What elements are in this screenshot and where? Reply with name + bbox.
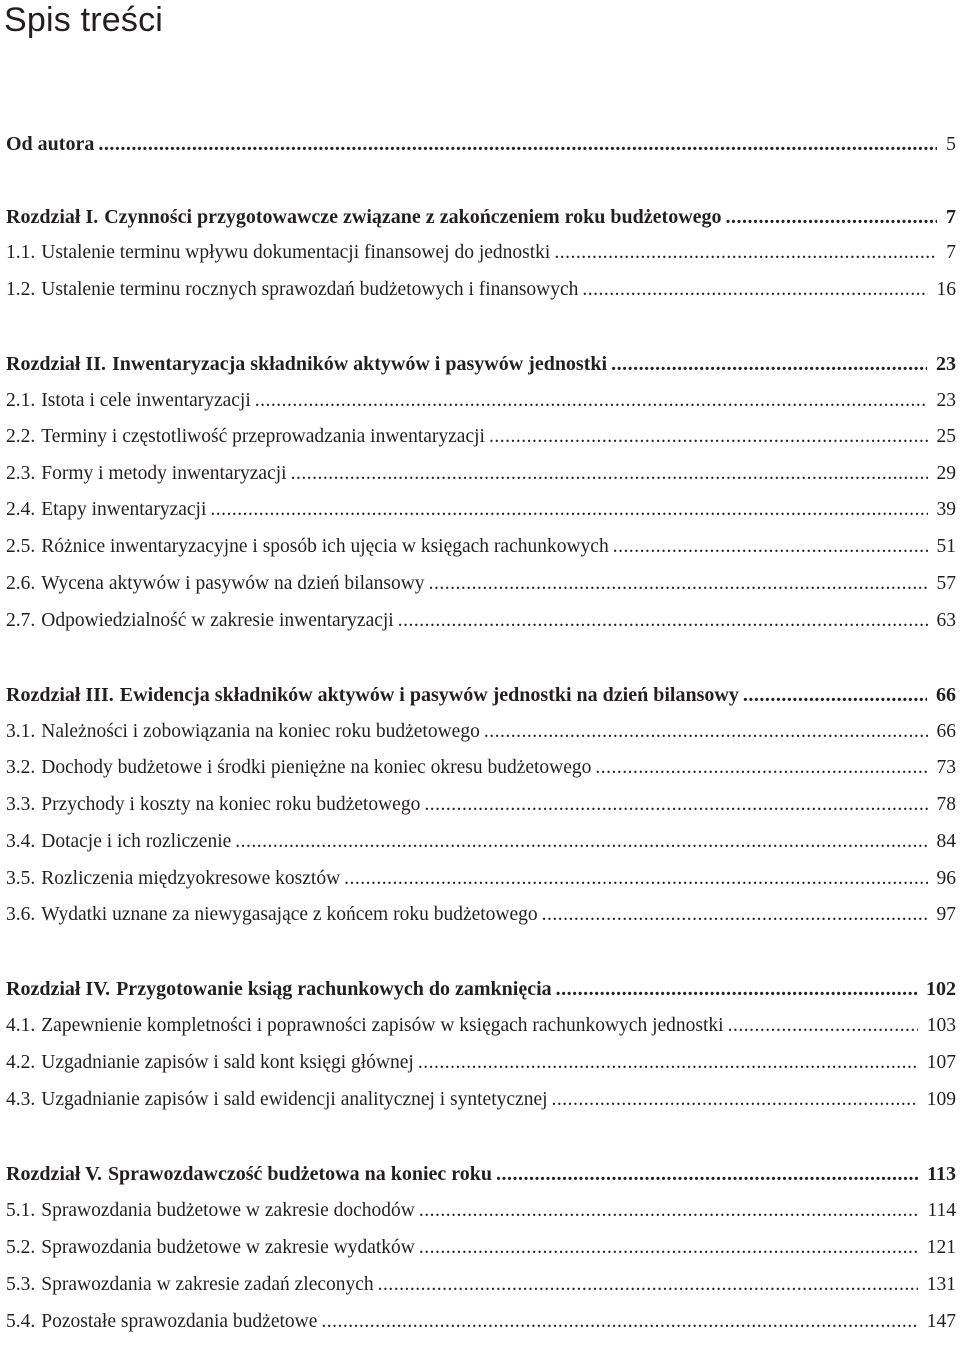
entry-title: Wycena aktywów i pasywów na dzień bilansowy bbox=[41, 573, 425, 594]
entry-number: 2.5. bbox=[6, 536, 36, 557]
page-number: 5 bbox=[946, 133, 956, 155]
entry-number: 2.4. bbox=[6, 499, 36, 520]
toc-section-entry[interactable] bbox=[6, 534, 956, 560]
entry-title: Uzgadnianie zapisów i sald kont księgi głównej bbox=[41, 1052, 414, 1073]
toc-section-entry[interactable] bbox=[6, 1013, 956, 1039]
toc-section-entry[interactable] bbox=[6, 240, 956, 266]
entry-title: Terminy i częstotliwość przeprowadzania inwentaryzacji bbox=[41, 426, 485, 447]
entry-title: Odpowiedzialność w zakresie inwentaryzacji bbox=[41, 610, 394, 631]
entry-number: Rozdział IV. bbox=[6, 978, 111, 1000]
page-number: 73 bbox=[936, 757, 956, 778]
entry-title: Pozostałe sprawozdania budżetowe bbox=[41, 1311, 318, 1332]
toc-section-entry[interactable] bbox=[6, 608, 956, 634]
toc-section-entry[interactable] bbox=[6, 424, 956, 450]
dot-leader bbox=[398, 608, 928, 634]
entry-title: Przygotowanie ksiąg rachunkowych do zamknięcia bbox=[116, 978, 552, 1000]
entry-number: 4.1. bbox=[6, 1015, 36, 1036]
entry-number: 5.2. bbox=[6, 1237, 36, 1258]
dot-leader bbox=[235, 829, 927, 855]
page-number: 51 bbox=[936, 536, 956, 557]
dot-leader bbox=[726, 204, 937, 230]
toc-section-entry[interactable] bbox=[6, 277, 956, 303]
entry-number: 5.3. bbox=[6, 1274, 36, 1295]
page-number: 84 bbox=[936, 831, 956, 852]
entry-title: Sprawozdania budżetowe w zakresie dochodów bbox=[41, 1200, 415, 1221]
entry-title: Sprawozdania budżetowe w zakresie wydatków bbox=[41, 1237, 415, 1258]
page-number: 97 bbox=[936, 904, 956, 925]
entry-title: Dochody budżetowe i środki pieniężne na koniec okresu budżetowego bbox=[41, 757, 592, 778]
page-number: 63 bbox=[936, 610, 956, 631]
toc-chapter-entry[interactable] bbox=[6, 976, 956, 1002]
entry-number: 1.2. bbox=[6, 279, 36, 300]
dot-leader bbox=[496, 1161, 918, 1187]
entry-title: Ustalenie terminu rocznych sprawozdań budżetowych i finansowych bbox=[41, 279, 579, 300]
page-number: 103 bbox=[926, 1015, 956, 1036]
entry-title: Od autora bbox=[6, 133, 95, 155]
dot-leader bbox=[728, 1013, 918, 1039]
entry-number: 4.3. bbox=[6, 1089, 36, 1110]
entry-title: Sprawozdania w zakresie zadań zleconych bbox=[41, 1274, 374, 1295]
entry-title: Wydatki uznane za niewygasające z końcem roku budżetowego bbox=[41, 904, 538, 925]
page-number: 66 bbox=[936, 684, 956, 706]
dot-leader bbox=[611, 351, 927, 377]
page-number: 131 bbox=[926, 1274, 956, 1295]
dot-leader bbox=[489, 424, 928, 450]
page-number: 113 bbox=[927, 1163, 956, 1185]
dot-leader bbox=[98, 131, 937, 157]
page-number: 147 bbox=[926, 1311, 956, 1332]
page-number: 23 bbox=[936, 353, 956, 375]
toc-section-entry[interactable] bbox=[6, 755, 956, 781]
dot-leader bbox=[484, 719, 928, 745]
entry-title: Dotacje i ich rozliczenie bbox=[41, 831, 232, 852]
dot-leader bbox=[419, 1235, 918, 1261]
dot-leader bbox=[255, 388, 928, 414]
entry-number: 4.2. bbox=[6, 1052, 36, 1073]
entry-number: Rozdział I. bbox=[6, 206, 99, 228]
entry-number: 3.5. bbox=[6, 868, 36, 889]
toc-section-entry[interactable] bbox=[6, 902, 956, 928]
page-number: 23 bbox=[936, 390, 956, 411]
dot-leader bbox=[321, 1309, 917, 1335]
entry-title: Czynności przygotowawcze związane z zakończeniem roku budżetowego bbox=[104, 206, 722, 228]
dot-leader bbox=[556, 976, 917, 1002]
page-number: 25 bbox=[936, 426, 956, 447]
page-number: 16 bbox=[936, 279, 956, 300]
entry-number: Rozdział III. bbox=[6, 684, 114, 706]
toc-section-entry[interactable] bbox=[6, 1235, 956, 1261]
page-number: 7 bbox=[946, 242, 956, 263]
dot-leader bbox=[378, 1272, 918, 1298]
entry-number: 3.4. bbox=[6, 831, 36, 852]
entry-number: 5.1. bbox=[6, 1200, 36, 1221]
entry-title: Inwentaryzacja składników aktywów i pasywów jednostki bbox=[112, 353, 608, 375]
toc-section-entry[interactable] bbox=[6, 571, 956, 597]
entry-title: Formy i metody inwentaryzacji bbox=[41, 463, 287, 484]
page-number: 7 bbox=[946, 206, 956, 228]
toc-section-entry[interactable] bbox=[6, 461, 956, 487]
entry-number: 3.1. bbox=[6, 721, 36, 742]
dot-leader bbox=[613, 534, 928, 560]
toc-section-entry[interactable] bbox=[6, 866, 956, 892]
dot-leader bbox=[595, 755, 927, 781]
toc-chapter-entry[interactable] bbox=[6, 204, 956, 230]
entry-number: 2.2. bbox=[6, 426, 36, 447]
page-number: 96 bbox=[936, 868, 956, 889]
toc-chapter-entry[interactable] bbox=[6, 1161, 956, 1187]
entry-title: Istota i cele inwentaryzacji bbox=[41, 390, 251, 411]
toc-chapter-entry[interactable] bbox=[6, 351, 956, 377]
entry-title: Sprawozdawczość budżetowa na koniec roku bbox=[107, 1163, 493, 1185]
dot-leader bbox=[419, 1198, 919, 1224]
page-number: 102 bbox=[926, 978, 956, 1000]
dot-leader bbox=[210, 497, 927, 523]
toc-section-entry[interactable] bbox=[6, 388, 956, 414]
dot-leader bbox=[344, 866, 927, 892]
entry-number: 5.4. bbox=[6, 1311, 36, 1332]
page-number: 66 bbox=[936, 721, 956, 742]
entry-number: 1.1. bbox=[6, 242, 36, 263]
toc-chapter-entry[interactable] bbox=[6, 682, 956, 708]
page-number: 29 bbox=[936, 463, 956, 484]
entry-title: Przychody i koszty na koniec roku budżetowego bbox=[41, 794, 421, 815]
dot-leader bbox=[743, 682, 927, 708]
entry-title: Należności i zobowiązania na koniec roku budżetowego bbox=[41, 721, 480, 742]
page-number: 121 bbox=[926, 1237, 956, 1258]
dot-leader bbox=[582, 277, 927, 303]
entry-title: Etapy inwentaryzacji bbox=[41, 499, 207, 520]
entry-number: Rozdział II. bbox=[6, 353, 106, 375]
entry-title: Rozliczenia międzyokresowe kosztów bbox=[41, 868, 341, 889]
entry-title: Uzgadnianie zapisów i sald ewidencji analitycznej i syntetycznej bbox=[41, 1089, 548, 1110]
page-number: 78 bbox=[936, 794, 956, 815]
entry-title: Różnice inwentaryzacyjne i sposób ich ujęcia w księgach rachunkowych bbox=[41, 536, 609, 557]
entry-number: 2.1. bbox=[6, 390, 36, 411]
page-number: 57 bbox=[936, 573, 956, 594]
entry-title: Zapewnienie kompletności i poprawności zapisów w księgach rachunkowych jednostki bbox=[41, 1015, 724, 1036]
entry-number: 2.7. bbox=[6, 610, 36, 631]
entry-number: 3.6. bbox=[6, 904, 36, 925]
dot-leader bbox=[554, 240, 937, 266]
dot-leader bbox=[424, 792, 927, 818]
entry-title: Ewidencja składników aktywów i pasywów jednostki na dzień bilansowy bbox=[119, 684, 739, 706]
dot-leader bbox=[552, 1087, 918, 1113]
dot-leader bbox=[429, 571, 928, 597]
toc-section-entry[interactable] bbox=[6, 829, 956, 855]
entry-number: Rozdział V. bbox=[6, 1163, 102, 1185]
page-number: 114 bbox=[927, 1200, 956, 1221]
page-number: 109 bbox=[926, 1089, 956, 1110]
toc-intro-entry[interactable] bbox=[6, 131, 956, 157]
page-number: 107 bbox=[926, 1052, 956, 1073]
dot-leader bbox=[418, 1050, 918, 1076]
entry-number: 3.2. bbox=[6, 757, 36, 778]
entry-title: Ustalenie terminu wpływu dokumentacji finansowej do jednostki bbox=[41, 242, 551, 263]
toc-section-entry[interactable] bbox=[6, 719, 956, 745]
toc-section-entry[interactable] bbox=[6, 792, 956, 818]
toc-section-entry[interactable] bbox=[6, 1272, 956, 1298]
dot-leader bbox=[291, 461, 928, 487]
entry-number: 2.6. bbox=[6, 573, 36, 594]
page-number: 39 bbox=[936, 499, 956, 520]
entry-number: 3.3. bbox=[6, 794, 36, 815]
entry-number: 2.3. bbox=[6, 463, 36, 484]
toc-section-entry[interactable] bbox=[6, 1087, 956, 1113]
page-title: Spis treści bbox=[4, 1, 164, 39]
toc-section-entry[interactable] bbox=[6, 1050, 956, 1076]
dot-leader bbox=[542, 902, 928, 928]
toc-section-entry[interactable] bbox=[6, 1198, 956, 1224]
toc-section-entry[interactable] bbox=[6, 497, 956, 523]
toc-section-entry[interactable] bbox=[6, 1309, 956, 1335]
